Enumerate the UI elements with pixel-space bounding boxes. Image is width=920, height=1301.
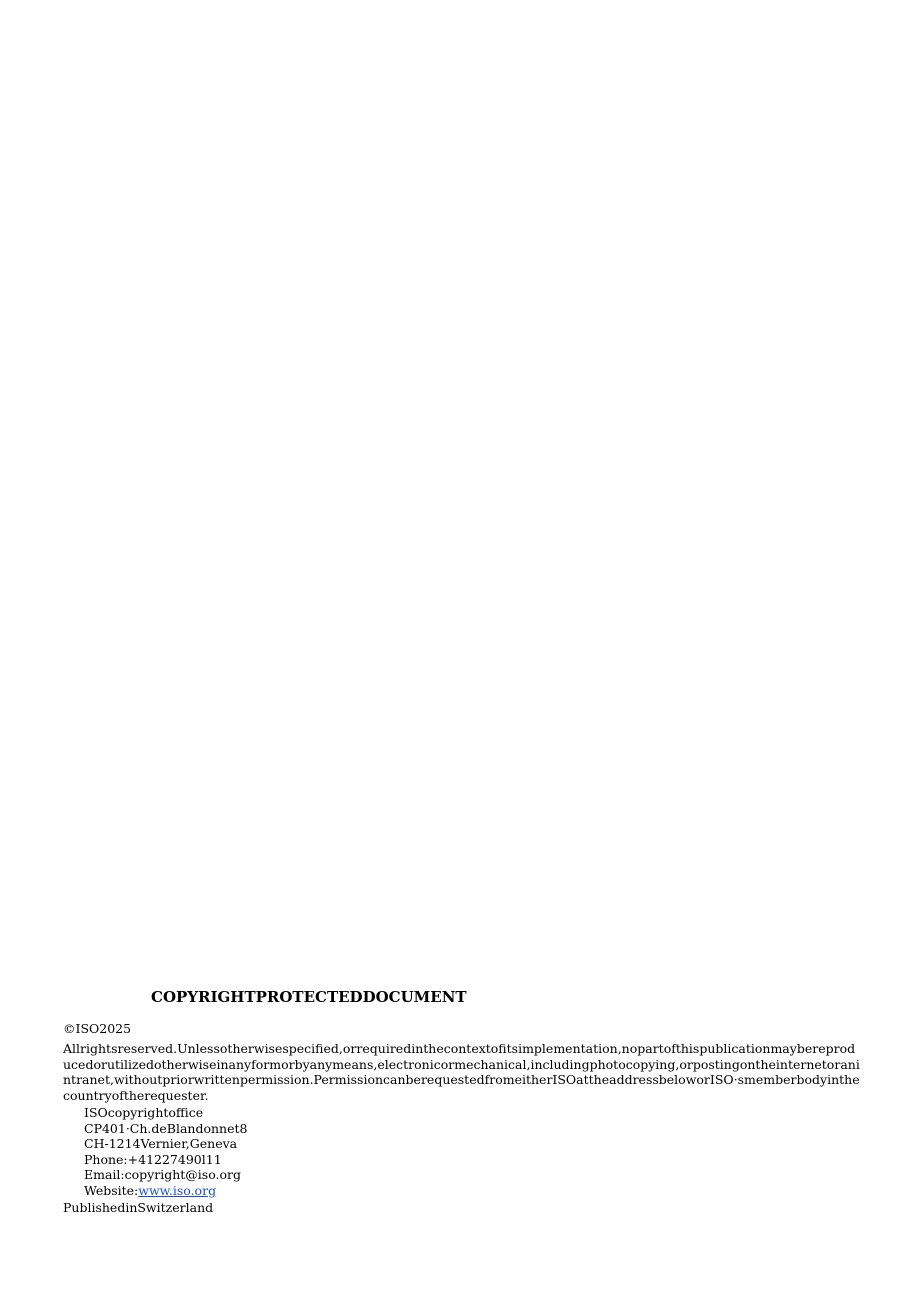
copyright-notice: ©ISO2025 [63, 1021, 132, 1036]
office-name: ISOcopyrightoffice [84, 1105, 204, 1120]
email-address: Email:copyright@iso.org [84, 1167, 241, 1182]
phone-number: Phone:+41227490l11 [84, 1151, 222, 1167]
rights-paragraph: Allrightsreserved.Unlessotherwisespecified,orrequiredinthecontextofitsimplementation,nopartofthispublicationmaybereproducedorutilizedotherwiseinanyformorbyanymeans,electronicormechanical,includingphotocopying,orpostingontheinternetoranintranet,withoutpriorwrittenpermission.PermissioncanberequestedfromeitherISOattheaddressbeloworISO·smemberbodyinthecountryoftherequester. [63, 1041, 860, 1103]
website-label: Website: [84, 1182, 139, 1198]
street-address: CP401·Ch.deBlandonnet8 [84, 1120, 248, 1136]
copyright-heading: COPYRIGHTPROTECTEDDOCUMENT [151, 988, 467, 1006]
website-line [84, 1183, 247, 1199]
published-location: PublishedinSwitzerland [63, 1200, 214, 1215]
website-link[interactable]: www.iso.org [138, 1182, 217, 1198]
address-block [84, 1105, 247, 1198]
city-address: CH-1214Vernier,Geneva [84, 1136, 238, 1151]
